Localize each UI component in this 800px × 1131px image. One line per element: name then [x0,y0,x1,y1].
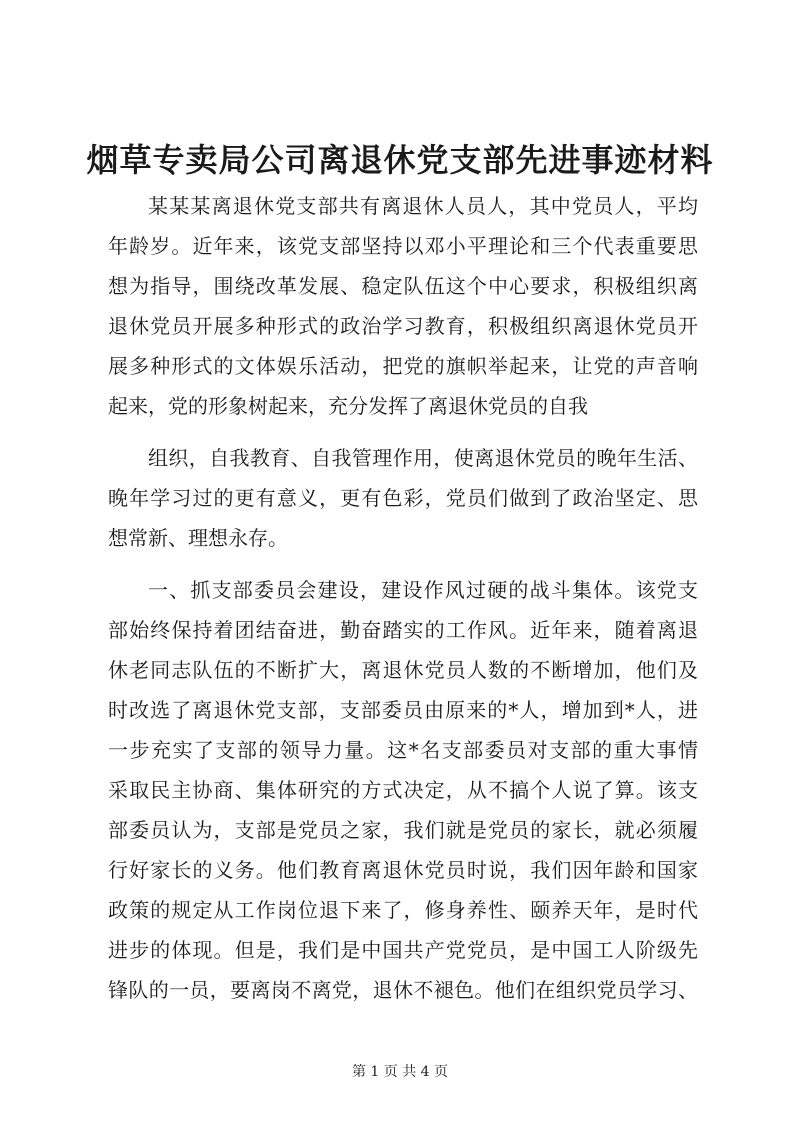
text-line: 部委员认为，支部是党员之家，我们就是党员的家长，就必须履 [108,818,698,842]
document-title: 烟草专卖局公司离退休党支部先进事迹材料 [86,141,714,179]
text-line: 想常新、理想永存。 [108,526,288,550]
text-line: 晚年学习过的更有意义，更有色彩，党员们做到了政治坚定、思 [108,486,698,510]
text-line: 退休党员开展多种形式的政治学习教育，积极组织离退休党员开 [108,314,698,338]
paragraph [108,186,698,426]
text-line: 一步充实了支部的领导力量。这*名支部委员对支部的重大事情 [108,738,698,762]
text-line: 起来，党的形象树起来，充分发挥了离退休党员的自我 [108,394,588,418]
paragraph [108,438,698,558]
text-line: 采取民主协商、集体研究的方式决定，从不搞个人说了算。该支 [108,778,698,802]
page-number-footer: 第 1 页 共 4 页 [351,1064,449,1080]
text-line: 休老同志队伍的不断扩大，离退休党员人数的不断增加，他们及 [108,658,698,682]
text-line: 部始终保持着团结奋进，勤奋踏实的工作风。近年来，随着离退 [108,618,698,642]
text-line: 进步的体现。但是，我们是中国共产党党员，是中国工人阶级先 [108,938,698,962]
text-line: 想为指导，围绕改革发展、稳定队伍这个中心要求，积极组织离 [108,274,698,298]
text-line: 组织，自我教育、自我管理作用，使离退休党员的晚年生活、 [148,446,698,470]
text-line: 一、抓支部委员会建设，建设作风过硬的战斗集体。该党支 [148,578,698,602]
text-line: 锋队的一员，要离岗不离党，退休不褪色。他们在组织党员学习、 [108,978,698,1002]
text-line: 行好家长的义务。他们教育离退休党员时说，我们因年龄和国家 [108,858,698,882]
paragraph [108,570,698,1010]
document-body [108,186,698,1010]
text-line: 时改选了离退休党支部，支部委员由原来的*人，增加到*人，进 [108,698,698,722]
text-line: 政策的规定从工作岗位退下来了，修身养性、颐养天年，是时代 [108,898,698,922]
text-line: 年龄岁。近年来，该党支部坚持以邓小平理论和三个代表重要思 [108,234,698,258]
text-line: 展多种形式的文体娱乐活动，把党的旗帜举起来，让党的声音响 [108,354,698,378]
text-line: 某某某离退休党支部共有离退休人员人，其中党员人，平均 [148,194,698,218]
